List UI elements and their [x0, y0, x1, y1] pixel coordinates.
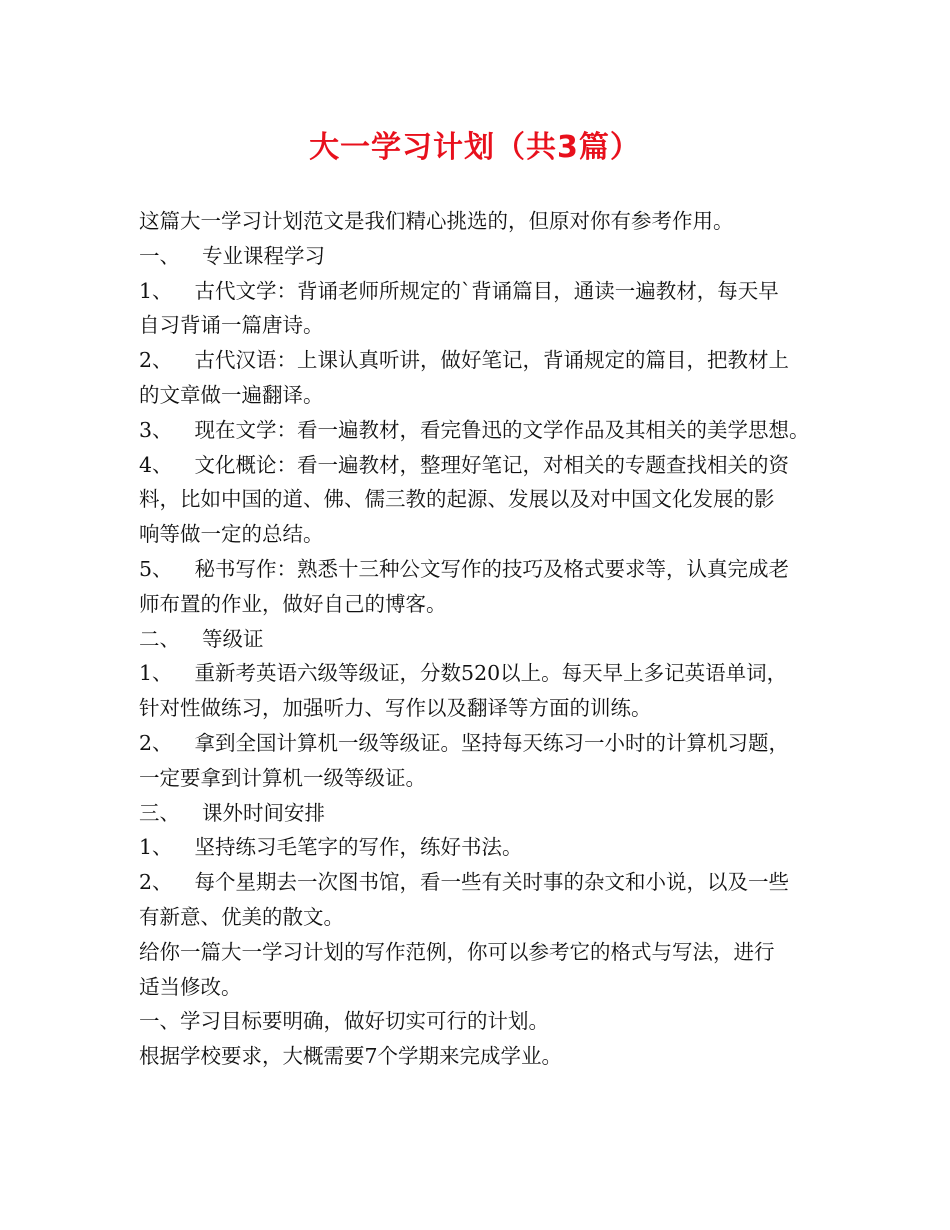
item-number: 三、	[139, 800, 180, 825]
line-text: 给你一篇大一学习计划的写作范例，你可以参考它的格式与写法，进行	[139, 939, 775, 964]
item-number: 1、	[139, 278, 173, 303]
item-number: 二、	[139, 626, 180, 651]
line-text: 针对性做练习，加强听力、写作以及翻译等方面的训练。	[139, 696, 652, 721]
document-line	[139, 308, 829, 343]
document-line	[139, 204, 829, 239]
line-text: 课外时间安排	[202, 800, 325, 825]
line-text: 适当修改。	[139, 974, 242, 999]
line-text: 自习背诵一篇唐诗。	[139, 313, 324, 338]
line-text: 师布置的作业，做好自己的博客。	[139, 591, 447, 616]
document-line	[139, 482, 829, 517]
document-line	[139, 517, 829, 552]
line-text: 这篇大一学习计划范文是我们精心挑选的，但原对你有参考作用。	[139, 209, 734, 233]
item-number: 1、	[139, 661, 173, 686]
document-line	[139, 343, 829, 378]
document-title: 大一学习计划（共3篇）	[309, 130, 641, 165]
document-line	[139, 726, 829, 761]
item-number: 5、	[139, 556, 173, 581]
item-number: 2、	[139, 870, 173, 895]
line-text: 重新考英语六级等级证，分数520以上。每天早上多记英语单词，	[194, 661, 788, 686]
item-number: 4、	[139, 452, 173, 477]
item-number: 3、	[139, 417, 173, 442]
document-line	[139, 239, 829, 274]
line-text: 每个星期去一次图书馆，看一些有关时事的杂文和小说，以及一些	[194, 870, 790, 895]
line-text: 坚持练习毛笔字的写作，练好书法。	[194, 835, 523, 860]
document-line	[139, 830, 829, 865]
document-line	[139, 448, 829, 483]
document-line	[139, 865, 829, 900]
document-line	[139, 274, 829, 309]
line-text: 料，比如中国的道、佛、儒三教的起源、发展以及对中国文化发展的影	[139, 487, 775, 512]
document-line	[139, 970, 829, 1005]
document-line	[139, 413, 829, 448]
item-number: 1、	[139, 835, 173, 860]
line-text: 古代汉语：上课认真听讲，做好笔记，背诵规定的篇目，把教材上	[194, 348, 790, 373]
document-line	[139, 552, 829, 587]
line-text: 等级证	[202, 626, 264, 651]
document-line	[139, 796, 829, 831]
document-line	[139, 935, 829, 970]
line-text: 根据学校要求，大概需要7个学期来完成学业。	[139, 1044, 563, 1069]
item-number: 2、	[139, 730, 173, 755]
document-body	[139, 204, 829, 1074]
line-text: 文化概论：看一遍教材，整理好笔记，对相关的专题查找相关的资	[194, 452, 790, 477]
item-number: 一、	[139, 243, 180, 268]
document-line	[139, 378, 829, 413]
line-text: 的文章做一遍翻译。	[139, 382, 324, 407]
line-text: 现在文学：看一遍教材，看完鲁迅的文学作品及其相关的美学思想。	[194, 417, 810, 442]
item-number: 2、	[139, 348, 173, 373]
line-text: 一定要拿到计算机一级等级证。	[139, 765, 426, 790]
line-text: 拿到全国计算机一级等级证。坚持每天练习一小时的计算机习题，	[194, 730, 790, 755]
document-line	[139, 691, 829, 726]
line-text: 专业课程学习	[202, 243, 325, 268]
document-line	[139, 622, 829, 657]
line-text: 有新意、优美的散文。	[139, 904, 344, 929]
line-text: 古代文学：背诵老师所规定的`背诵篇目，通读一遍教材，每天早	[194, 278, 779, 303]
document-line	[139, 587, 829, 622]
document-line	[139, 656, 829, 691]
document-line	[139, 1039, 829, 1074]
document-line	[139, 900, 829, 935]
line-text: 响等做一定的总结。	[139, 522, 324, 547]
document-line	[139, 761, 829, 796]
line-text: 一、学习目标要明确，做好切实可行的计划。	[139, 1009, 549, 1034]
line-text: 秘书写作：熟悉十三种公文写作的技巧及格式要求等，认真完成老	[194, 556, 790, 581]
document-line	[139, 1004, 829, 1039]
